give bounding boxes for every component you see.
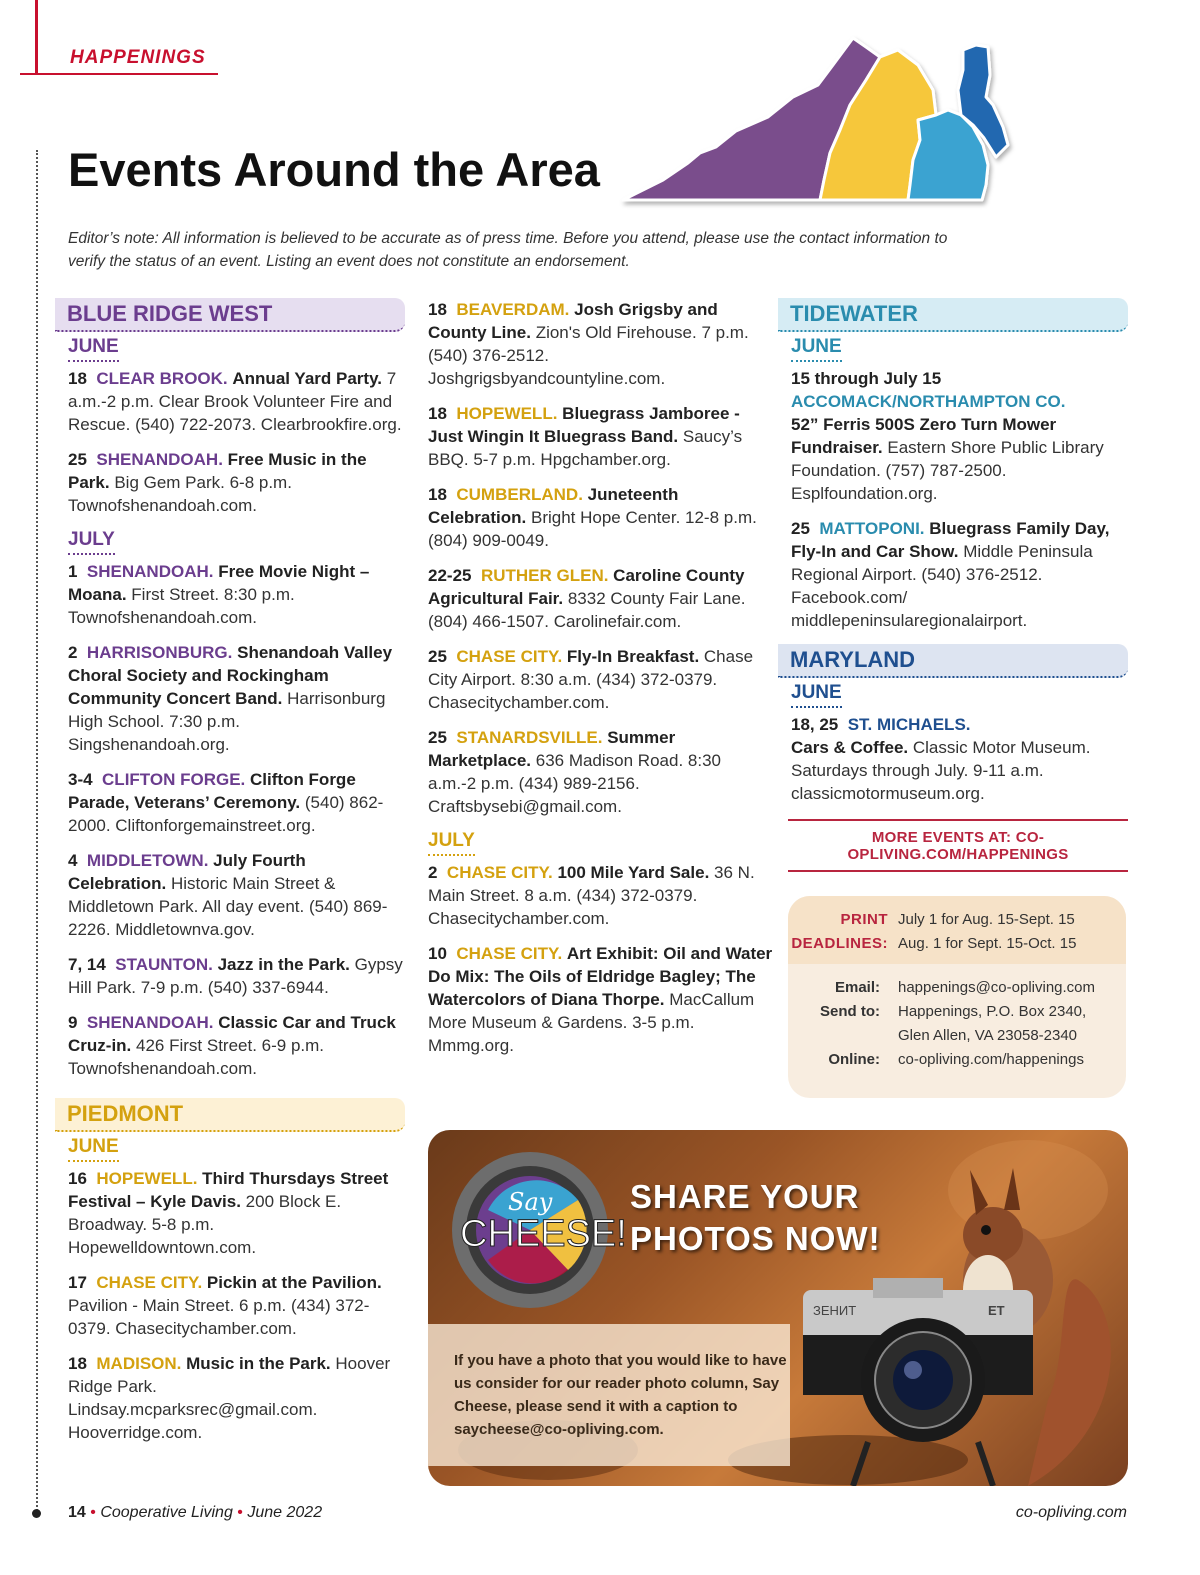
event-item: 18, 25 ST. MICHAELS. Cars & Coffee. Classic Motor Museum. Saturdays through July. 9-11 a.m. classicmotormuseum.org. (791, 715, 1091, 803)
deadline-line-2: Aug. 1 for Sept. 15-Oct. 15 (898, 935, 1077, 952)
deadlines-label: DEADLINES: (791, 935, 888, 952)
region-header-piedmont: PIEDMONT (55, 1098, 405, 1132)
deadline-line-1: July 1 for Aug. 15-Sept. 15 (898, 911, 1075, 928)
event-item: 7, 14 STAUNTON. Jazz in the Park. Gypsy Hill Park. 7-9 p.m. (540) 337-6944. (68, 955, 403, 997)
page-title: Events Around the Area (68, 143, 600, 196)
event-item: 18 CLEAR BROOK. Annual Yard Party. 7 a.m.-2 p.m. Clear Brook Volunteer Fire and Rescue. (540) 722-2073. Clearbrookfire.org. (68, 369, 402, 434)
event-item: 1 SHENANDOAH. Free Movie Night – Moana. First Street. 8:30 p.m. Townofshenandoah.com. (68, 562, 370, 627)
column-1 (55, 298, 405, 1456)
section-kicker: HAPPENINGS (70, 47, 206, 68)
month-heading-june: JUNE (68, 336, 119, 362)
event-item: 17 CHASE CITY. Pickin at the Pavilion. Pavilion - Main Street. 6 p.m. (434) 372-0379. Chasecitychamber.com. (68, 1273, 382, 1338)
issue-date: June 2022 (247, 1504, 323, 1521)
event-item: 18 MADISON. Music in the Park. Hoover Ridge Park. Lindsay.mcparksrec@gmail.com. Hooverridge.com. (68, 1354, 391, 1442)
event-item: 18 HOPEWELL. Bluegrass Jamboree - Just Wingin It Bluegrass Band. Saucy’s BBQ. 5-7 p.m. Hpgchamber.org. (428, 404, 743, 469)
online-label: Online: (828, 1051, 880, 1068)
event-item: 10 CHASE CITY. Art Exhibit: Oil and Water Do Mix: The Oils of Eldridge Bagley; The Watercolors of Diana Thorpe. MacCallum More Museum & Gardens. 3-5 p.m. Mmmg.org. (428, 944, 773, 1055)
region-header-maryland: MARYLAND (778, 644, 1128, 678)
footer-bullet-marker (32, 1509, 41, 1518)
svg-text:ЗЕНИТ: ЗЕНИТ (813, 1303, 857, 1318)
email-label: Email: (834, 979, 880, 996)
more-events-link[interactable]: MORE EVENTS AT: CO-OPLIVING.COM/HAPPENINGS (788, 819, 1128, 872)
send-to-label: Send to: (820, 1003, 880, 1020)
month-heading-july: JULY (428, 830, 475, 856)
event-item: 15 through July 15 ACCOMACK/NORTHAMPTON CO. 52” Ferris 500S Zero Turn Mower Fundraiser. Eastern Shore Public Library Foundation. (757) 787-2500. Esplfoundation.org. (791, 369, 1104, 503)
event-item: 2 HARRISONBURG. Shenandoah Valley Choral Society and Rockingham Community Concert Band. Harrisonburg High School. 7:30 p.m. Singshenandoah.org. (68, 643, 393, 754)
event-item: 9 SHENANDOAH. Classic Car and Truck Cruz-in. 426 First Street. 6-9 p.m. Townofshenandoah.com. (68, 1013, 396, 1078)
event-item: 18 CUMBERLAND. Juneteenth Celebration. Bright Hope Center. 12-8 p.m. (804) 909-0049. (428, 485, 757, 550)
svg-text:CHEESE!: CHEESE! (460, 1213, 627, 1255)
mailing-address-line-2: Glen Allen, VA 23058-2340 (898, 1027, 1078, 1044)
event-item: 25 MATTOPONI. Bluegrass Family Day, Fly-In and Car Show. Middle Peninsula Regional Airport. (540) 376-2512. Facebook.com/ middlepeninsularegionalairport. (791, 519, 1110, 630)
event-item: 16 HOPEWELL. Third Thursdays Street Festival – Kyle Davis. 200 Block E. Broadway. 5-8 p.m. Hopewelldowntown.com. (68, 1169, 389, 1257)
region-header-tidewater: TIDEWATER (778, 298, 1128, 332)
footer-folio: 14 • Cooperative Living • June 2022 (68, 1504, 323, 1521)
region-header-blue-ridge-west: BLUE RIDGE WEST (55, 298, 405, 332)
print-deadlines-box (788, 896, 1126, 1098)
svg-text:Say: Say (508, 1188, 553, 1216)
page-number: 14 (68, 1504, 86, 1521)
svg-text:ET: ET (988, 1303, 1005, 1318)
event-item: 2 CHASE CITY. 100 Mile Yard Sale. 36 N. Main Street. 8 a.m. (434) 372-0379. Chasecitychamber.com. (428, 863, 755, 928)
deadlines-header (788, 896, 1126, 964)
footer-url[interactable]: co-opliving.com (1015, 1504, 1127, 1521)
magazine-name: Cooperative Living (100, 1504, 233, 1521)
virginia-region-map (618, 35, 1023, 210)
month-heading-june: JUNE (791, 336, 842, 362)
left-dotted-rule (36, 150, 38, 1515)
deadlines-contact (788, 964, 1126, 1072)
top-accent-bar (35, 0, 38, 75)
column-2 (428, 298, 773, 1069)
event-item: 25 CHASE CITY. Fly-In Breakfast. Chase City Airport. 8:30 a.m. (434) 372-0379. Chasecitychamber.com. (428, 647, 754, 712)
month-heading-july: JULY (68, 529, 115, 555)
say-cheese-note: If you have a photo that you would like to have us consider for our reader photo column, Say Cheese, please send it with a caption to saycheese@co-opliving.com. (428, 1324, 790, 1466)
say-cheese-logo (452, 1152, 627, 1308)
say-cheese-promo (428, 1130, 1128, 1486)
event-item: 25 STANARDSVILLE. Summer Marketplace. 636 Madison Road. 8:30 a.m.-2 p.m. (434) 989-2156. Craftsbysebi@gmail.com. (428, 728, 721, 816)
event-item: 25 SHENANDOAH. Free Music in the Park. Big Gem Park. 6-8 p.m. Townofshenandoah.com. (68, 450, 367, 515)
event-item: 18 BEAVERDAM. Josh Grigsby and County Line. Zion's Old Firehouse. 7 p.m. (540) 376-2512. Joshgrigsbyandcountyline.com. (428, 300, 749, 388)
online-url[interactable]: co-opliving.com/happenings (898, 1051, 1084, 1068)
month-heading-june: JUNE (68, 1136, 119, 1162)
event-item: 4 MIDDLETOWN. July Fourth Celebration. Historic Main Street & Middletown Park. All day event. (540) 869-2226. Middletownva.gov. (68, 851, 388, 939)
month-heading-june: JUNE (791, 682, 842, 708)
event-item: 22-25 RUTHER GLEN. Caroline County Agricultural Fair. 8332 County Fair Lane. (804) 466-1507. Carolinefair.com. (428, 566, 746, 631)
kicker-underline (20, 73, 218, 75)
email-address[interactable]: happenings@co-opliving.com (898, 979, 1096, 996)
mailing-address-line-1: Happenings, P.O. Box 2340, (898, 1003, 1087, 1020)
column-3 (778, 298, 1128, 872)
event-item: 3-4 CLIFTON FORGE. Clifton Forge Parade, Veterans’ Ceremony. (540) 862-2000. Cliftonforgemainstreet.org. (68, 770, 384, 835)
print-label: PRINT (840, 911, 888, 928)
share-photos-headline: SHARE YOUR PHOTOS NOW! (630, 1178, 881, 1257)
editor-note: Editor’s note: All information is believed to be accurate as of press time. Before you attend, please use the contact information to verify the status of an event. Listing an event does not constitute an endorsement. (68, 230, 948, 270)
